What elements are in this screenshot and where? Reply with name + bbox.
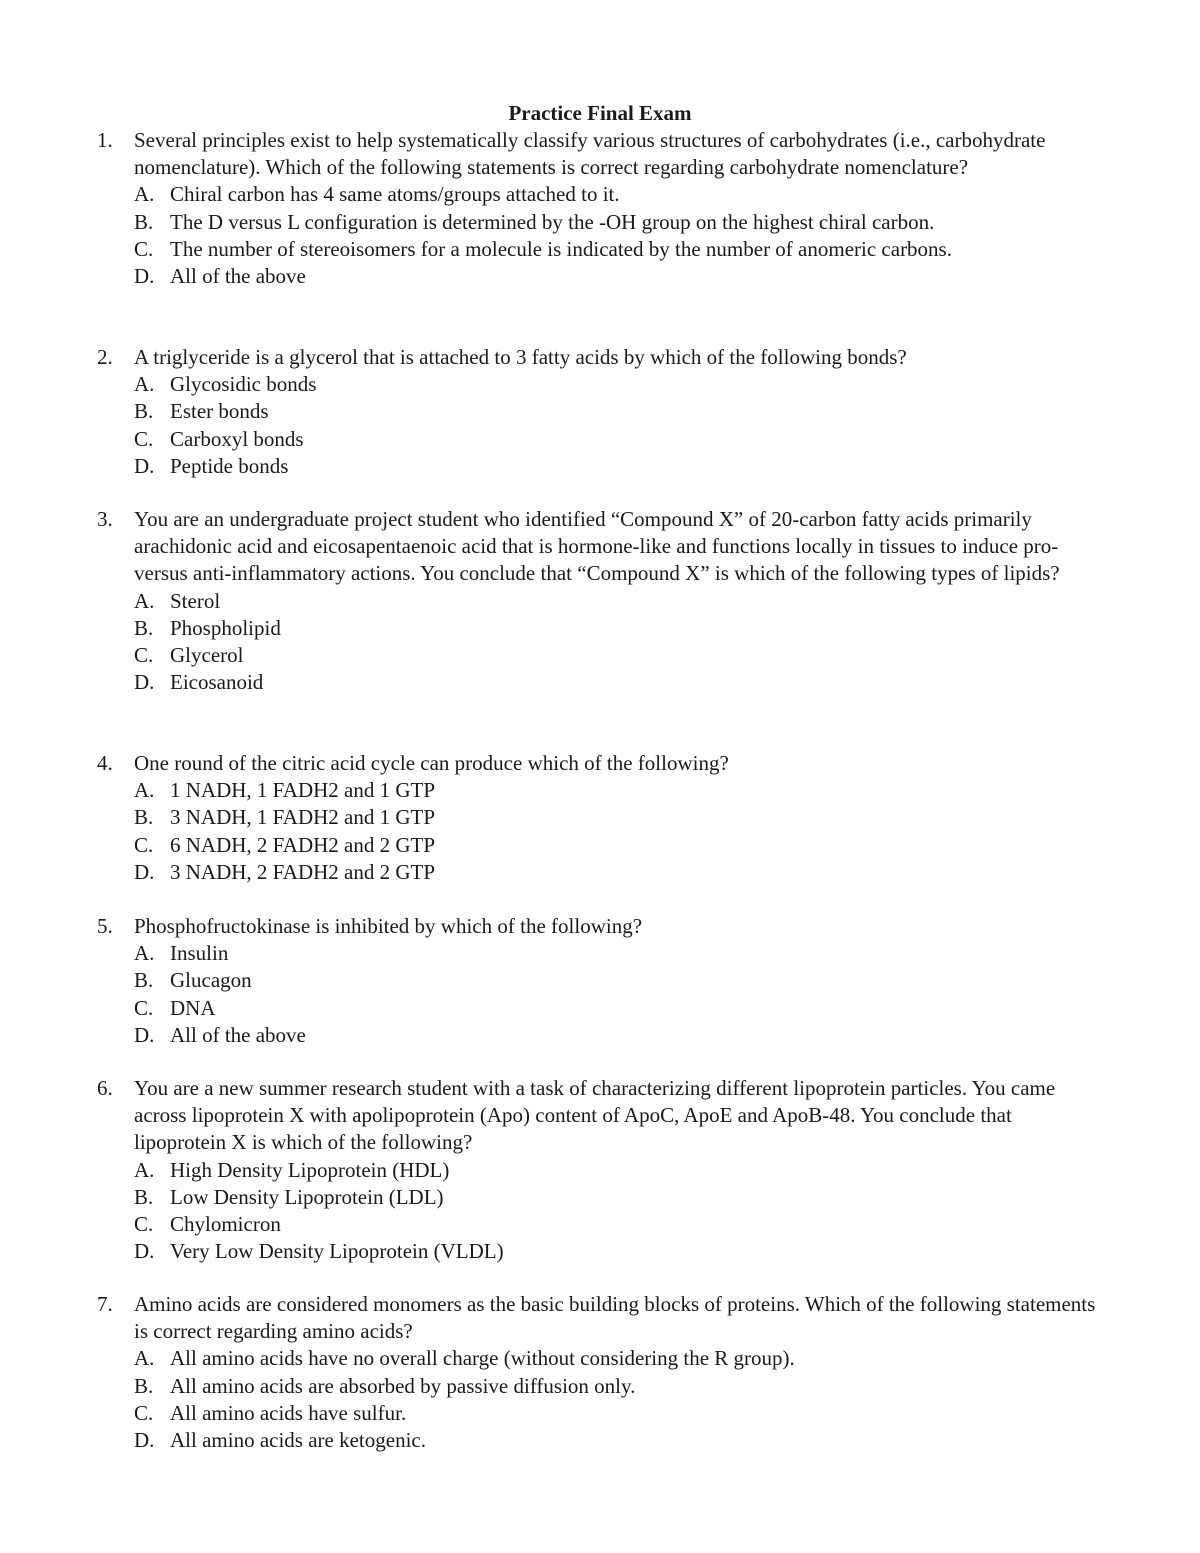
question-6 (97, 1075, 1107, 1265)
option-a (134, 371, 1107, 398)
option-a (134, 181, 1107, 208)
option-text: All of the above (170, 264, 306, 289)
question-text: One round of the citric acid cycle can produce which of the following? (134, 751, 729, 775)
option-text: Low Density Lipoprotein (LDL) (170, 1184, 444, 1209)
option-a (134, 1157, 1107, 1184)
option-text: High Density Lipoprotein (HDL) (170, 1157, 450, 1182)
question-1 (97, 127, 1107, 290)
option-letter: A. (134, 941, 155, 966)
question-number: 5. (97, 914, 113, 938)
option-text: Glucagon (170, 968, 252, 993)
option-text: DNA (170, 995, 216, 1020)
question-number: 1. (97, 128, 113, 152)
question-3 (97, 506, 1107, 696)
option-text: Eicosanoid (170, 670, 264, 695)
option-letter: B. (134, 1184, 154, 1209)
option-list (134, 181, 1107, 290)
option-b (134, 967, 1107, 994)
option-letter: A. (134, 1346, 155, 1371)
option-text: 3 NADH, 1 FADH2 and 1 GTP (170, 805, 436, 830)
option-letter: A. (134, 1157, 155, 1182)
option-letter: C. (134, 832, 154, 857)
option-text: Chiral carbon has 4 same atoms/groups attached to it. (170, 182, 620, 207)
option-c (134, 642, 1107, 669)
option-text: Peptide bonds (170, 453, 289, 478)
option-text: Chylomicron (170, 1212, 281, 1237)
option-text: Insulin (170, 941, 229, 966)
option-b (134, 398, 1107, 425)
option-text: Sterol (170, 588, 221, 613)
option-text: All amino acids have no overall charge (without considering the R group). (170, 1346, 795, 1371)
option-b (134, 804, 1107, 831)
option-b (134, 209, 1107, 236)
question-number: 2. (97, 345, 113, 369)
option-letter: C. (134, 1212, 154, 1237)
option-c (134, 1400, 1107, 1427)
option-letter: D. (134, 453, 155, 478)
option-text: All amino acids are absorbed by passive diffusion only. (170, 1373, 636, 1398)
option-letter: B. (134, 615, 154, 640)
option-text: Ester bonds (170, 399, 269, 424)
option-letter: D. (134, 1428, 155, 1453)
option-a (134, 940, 1107, 967)
question-text: Phosphofructokinase is inhibited by which of the following? (134, 914, 643, 938)
option-d (134, 1022, 1107, 1049)
page-title: Practice Final Exam (508, 101, 692, 125)
option-letter: A. (134, 588, 155, 613)
option-letter: D. (134, 670, 155, 695)
option-letter: C. (134, 236, 154, 261)
option-letter: C. (134, 643, 154, 668)
question-text: A triglyceride is a glycerol that is attached to 3 fatty acids by which of the following bonds? (134, 345, 907, 369)
question-text: Several principles exist to help systematically classify various structures of carbohydrates (i.e., carbohydrate nomenclature). Which of the following statements is correct regarding carbohydrate nomenclature? (134, 128, 1046, 180)
option-c (134, 995, 1107, 1022)
option-text: Very Low Density Lipoprotein (VLDL) (170, 1239, 504, 1264)
option-c (134, 832, 1107, 859)
question-number: 7. (97, 1292, 113, 1316)
option-b (134, 1184, 1107, 1211)
option-c (134, 426, 1107, 453)
option-letter: A. (134, 372, 155, 397)
option-letter: C. (134, 995, 154, 1020)
option-list (134, 588, 1107, 697)
question-4 (97, 750, 1107, 886)
option-d (134, 453, 1107, 480)
question-text: You are a new summer research student with a task of characterizing different lipoprotein particles. You came across lipoprotein X with apolipoprotein (Apo) content of ApoC, ApoE and ApoB-48. You conclude that lipoprotein X is which of the following? (134, 1076, 1056, 1155)
option-letter: D. (134, 859, 155, 884)
option-list (134, 777, 1107, 886)
option-text: 3 NADH, 2 FADH2 and 2 GTP (170, 859, 436, 884)
option-list (134, 1345, 1107, 1454)
option-letter: B. (134, 805, 154, 830)
option-text: Glycerol (170, 643, 244, 668)
option-c (134, 1211, 1107, 1238)
option-letter: B. (134, 968, 154, 993)
question-text: Amino acids are considered monomers as the basic building blocks of proteins. Which of the following statements is correct regarding amino acids? (134, 1292, 1096, 1344)
option-d (134, 859, 1107, 886)
option-text: 6 NADH, 2 FADH2 and 2 GTP (170, 832, 436, 857)
question-7 (97, 1291, 1107, 1454)
question-number: 6. (97, 1076, 113, 1100)
question-number: 4. (97, 751, 113, 775)
option-letter: C. (134, 426, 154, 451)
option-list (134, 1157, 1107, 1266)
option-b (134, 615, 1107, 642)
option-a (134, 588, 1107, 615)
option-d (134, 1427, 1107, 1454)
option-text: The number of stereoisomers for a molecule is indicated by the number of anomeric carbons. (170, 236, 952, 261)
option-letter: A. (134, 182, 155, 207)
question-2 (97, 344, 1107, 480)
option-letter: B. (134, 1373, 154, 1398)
option-text: All of the above (170, 1022, 306, 1047)
option-letter: C. (134, 1400, 154, 1425)
option-text: Glycosidic bonds (170, 372, 317, 397)
option-text: 1 NADH, 1 FADH2 and 1 GTP (170, 778, 436, 803)
option-d (134, 263, 1107, 290)
option-letter: A. (134, 778, 155, 803)
option-d (134, 669, 1107, 696)
option-c (134, 236, 1107, 263)
option-list (134, 940, 1107, 1049)
option-letter: B. (134, 209, 154, 234)
option-a (134, 1345, 1107, 1372)
option-letter: D. (134, 264, 155, 289)
option-text: Phospholipid (170, 615, 281, 640)
question-5 (97, 913, 1107, 1049)
option-text: All amino acids have sulfur. (170, 1400, 407, 1425)
option-text: The D versus L configuration is determined by the -OH group on the highest chiral carbon. (170, 209, 935, 234)
option-letter: B. (134, 399, 154, 424)
option-text: Carboxyl bonds (170, 426, 304, 451)
option-letter: D. (134, 1239, 155, 1264)
option-list (134, 371, 1107, 480)
question-number: 3. (97, 507, 113, 531)
option-a (134, 777, 1107, 804)
option-letter: D. (134, 1022, 155, 1047)
option-b (134, 1373, 1107, 1400)
question-text: You are an undergraduate project student who identified “Compound X” of 20-carbon fatty acids primarily arachidonic acid and eicosapentaenoic acid that is hormone-like and functions locally in tissues to induce pro- versus anti-inflammatory actions. You conclude that “Compound X” is which of the following types of lipids? (134, 507, 1060, 586)
option-d (134, 1238, 1107, 1265)
option-text: All amino acids are ketogenic. (170, 1428, 426, 1453)
